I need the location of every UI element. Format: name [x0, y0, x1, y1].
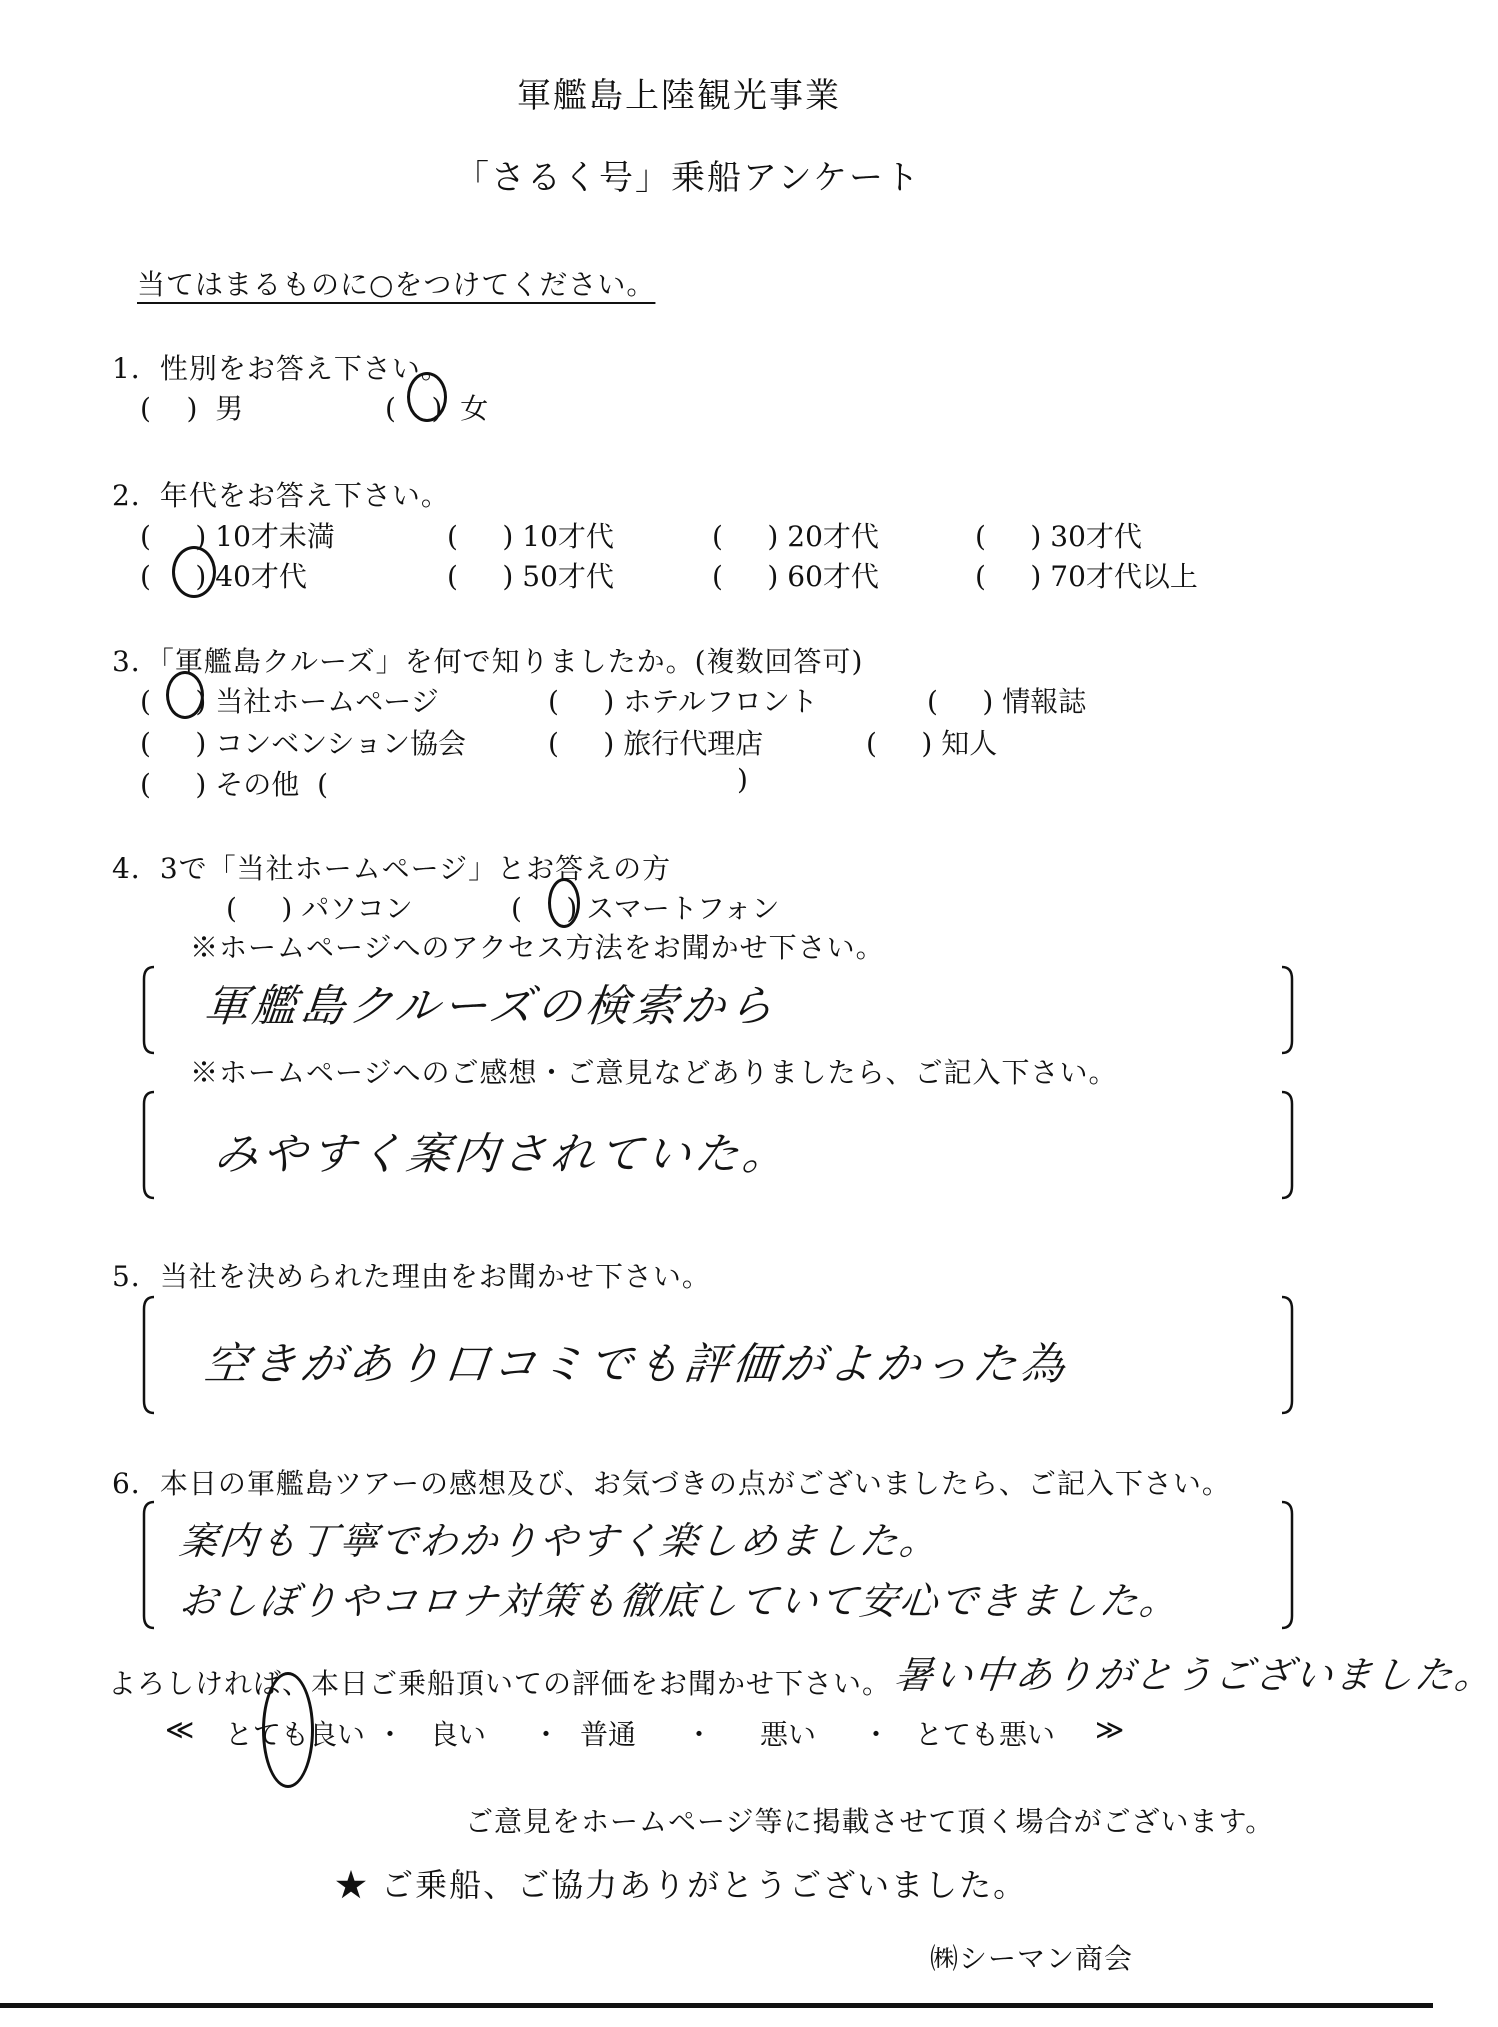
q2-option-40s[interactable]: ( ) 40才代 — [140, 560, 307, 593]
q3-option-label: 情報誌 — [1002, 685, 1087, 718]
q2-option-60s[interactable]: ( ) 60才代 — [712, 560, 879, 593]
q2-option-label: 40才代 — [215, 560, 307, 593]
q3-option-hotel-front[interactable]: ( ) ホテルフロント — [548, 685, 818, 718]
rating-separator: ・ — [685, 1718, 714, 1751]
q4-impression-answer[interactable]: みやすく案内されていた。 — [211, 1129, 794, 1180]
rating-option-very-good[interactable]: とても良い — [225, 1718, 366, 1751]
handwritten-circle-mark — [407, 372, 447, 422]
rating-option-very-bad[interactable]: とても悪い — [915, 1718, 1056, 1751]
rating-open-bracket: ≪ — [165, 1713, 195, 1746]
q2-option-under10[interactable]: ( ) 10才未満 — [140, 520, 335, 553]
q1-option-male-label: 男 — [215, 392, 244, 425]
q1-option-female-label: 女 — [460, 392, 489, 425]
q5-label: 5．当社を決められた理由をお聞かせ下さい。 — [112, 1260, 711, 1293]
handwritten-circle-mark — [548, 878, 580, 928]
q6-label: 6．本日の軍艦島ツアーの感想及び、お気づきの点がございましたら、ご記入下さい。 — [112, 1467, 1231, 1500]
q3-option-other[interactable]: ( ) その他 ( — [140, 768, 328, 801]
q3-option-label: 当社ホームページ — [215, 685, 439, 718]
instruction-text: 当てはまるものに○をつけてください。 — [137, 268, 656, 301]
q4-option-pc[interactable]: ( ) パソコン — [226, 892, 413, 925]
q2-option-20s[interactable]: ( ) 20才代 — [712, 520, 879, 553]
rating-option-bad[interactable]: 悪い — [760, 1718, 817, 1751]
q6-answer-line2[interactable]: おしぼりやコロナ対策も徹底していて安心できました。 — [177, 1579, 1182, 1623]
q3-option-label: コンベンション協会 — [215, 727, 466, 760]
q2-option-label: 10才未満 — [215, 520, 335, 553]
q4-impression-note: ※ホームページへのご感想・ご意見などありましたら、ご記入下さい。 — [190, 1056, 1118, 1089]
q2-option-30s[interactable]: ( ) 30才代 — [975, 520, 1142, 553]
q4-option-label: パソコン — [301, 892, 413, 925]
q4-access-answer[interactable]: 軍艦島クルーズの検索から — [201, 981, 780, 1032]
thanks-message: ★ ご乗船、ご協力ありがとうございました。 — [335, 1866, 1028, 1904]
q3-option-label: その他 — [215, 768, 300, 801]
q2-option-label: 20才代 — [787, 520, 879, 553]
q2-option-label: 60才代 — [787, 560, 879, 593]
rating-separator: ・ — [862, 1718, 891, 1751]
q4-option-label: スマートフォン — [586, 892, 780, 925]
q3-option-acquaintance[interactable]: ( ) 知人 — [866, 727, 998, 760]
publication-notice: ご意見をホームページ等に掲載させて頂く場合がございます。 — [465, 1805, 1275, 1838]
rating-separator: ・ — [532, 1718, 561, 1751]
q5-answer[interactable]: 空きがあり口コミでも評価がよかった為 — [201, 1339, 1072, 1390]
q3-option-label: 旅行代理店 — [623, 727, 764, 760]
q4-option-smartphone[interactable]: ( ) スマートフォン — [511, 892, 780, 925]
rating-label: よろしければ、本日ご乗船頂いての評価をお聞かせ下さい。 — [108, 1667, 892, 1700]
q2-option-label: 50才代 — [522, 560, 614, 593]
q3-option-label: ホテルフロント — [623, 685, 818, 718]
q6-answer-line3[interactable]: 暑い中ありがとうございました。 — [892, 1653, 1497, 1697]
q3-option-magazine[interactable]: ( ) 情報誌 — [927, 685, 1087, 718]
q3-option-convention[interactable]: ( ) コンベンション協会 — [140, 727, 466, 760]
handwritten-circle-mark — [166, 671, 204, 719]
handwritten-circle-mark — [172, 546, 216, 598]
q2-label: 2．年代をお答え下さい。 — [112, 479, 450, 512]
rating-close-bracket: ≫ — [1095, 1713, 1125, 1746]
q3-option-homepage[interactable]: ( ) 当社ホームページ — [140, 685, 439, 718]
rating-separator: ・ — [376, 1718, 405, 1751]
company-name: ㈱シーマン商会 — [930, 1942, 1134, 1975]
q3-option-label: 知人 — [941, 727, 998, 760]
handwritten-circle-mark — [262, 1672, 314, 1788]
bottom-rule — [0, 2003, 1433, 2008]
q2-option-label: 70才代以上 — [1050, 560, 1198, 593]
rating-option-good[interactable]: 良い — [430, 1718, 487, 1751]
q3-other-close-paren: ) — [737, 763, 748, 796]
q2-option-50s[interactable]: ( ) 50才代 — [447, 560, 614, 593]
q2-option-label: 30才代 — [1050, 520, 1142, 553]
document-title: 軍艦島上陸観光事業 — [517, 76, 841, 116]
q4-label: 4．3で「当社ホームページ」とお答えの方 — [112, 852, 672, 885]
q6-answer-line1[interactable]: 案内も丁寧でわかりやすく楽しめました。 — [177, 1519, 942, 1563]
q1-label: 1．性別をお答え下さい。 — [112, 352, 450, 385]
q2-option-10s[interactable]: ( ) 10才代 — [447, 520, 614, 553]
rating-option-average[interactable]: 普通 — [580, 1718, 637, 1751]
q1-option-male[interactable]: ( ) 男 — [140, 392, 244, 425]
q3-option-travel-agency[interactable]: ( ) 旅行代理店 — [548, 727, 764, 760]
q1-option-female[interactable]: ( ) 女 — [385, 392, 489, 425]
q3-label: 3．「軍艦島クルーズ」を何で知りましたか。(複数回答可) — [112, 645, 864, 678]
document-subtitle: 「さるく号」乗船アンケート — [455, 158, 921, 198]
q4-access-note: ※ホームページへのアクセス方法をお聞かせ下さい。 — [190, 931, 885, 964]
q2-option-label: 10才代 — [522, 520, 614, 553]
q2-option-70plus[interactable]: ( ) 70才代以上 — [975, 560, 1198, 593]
